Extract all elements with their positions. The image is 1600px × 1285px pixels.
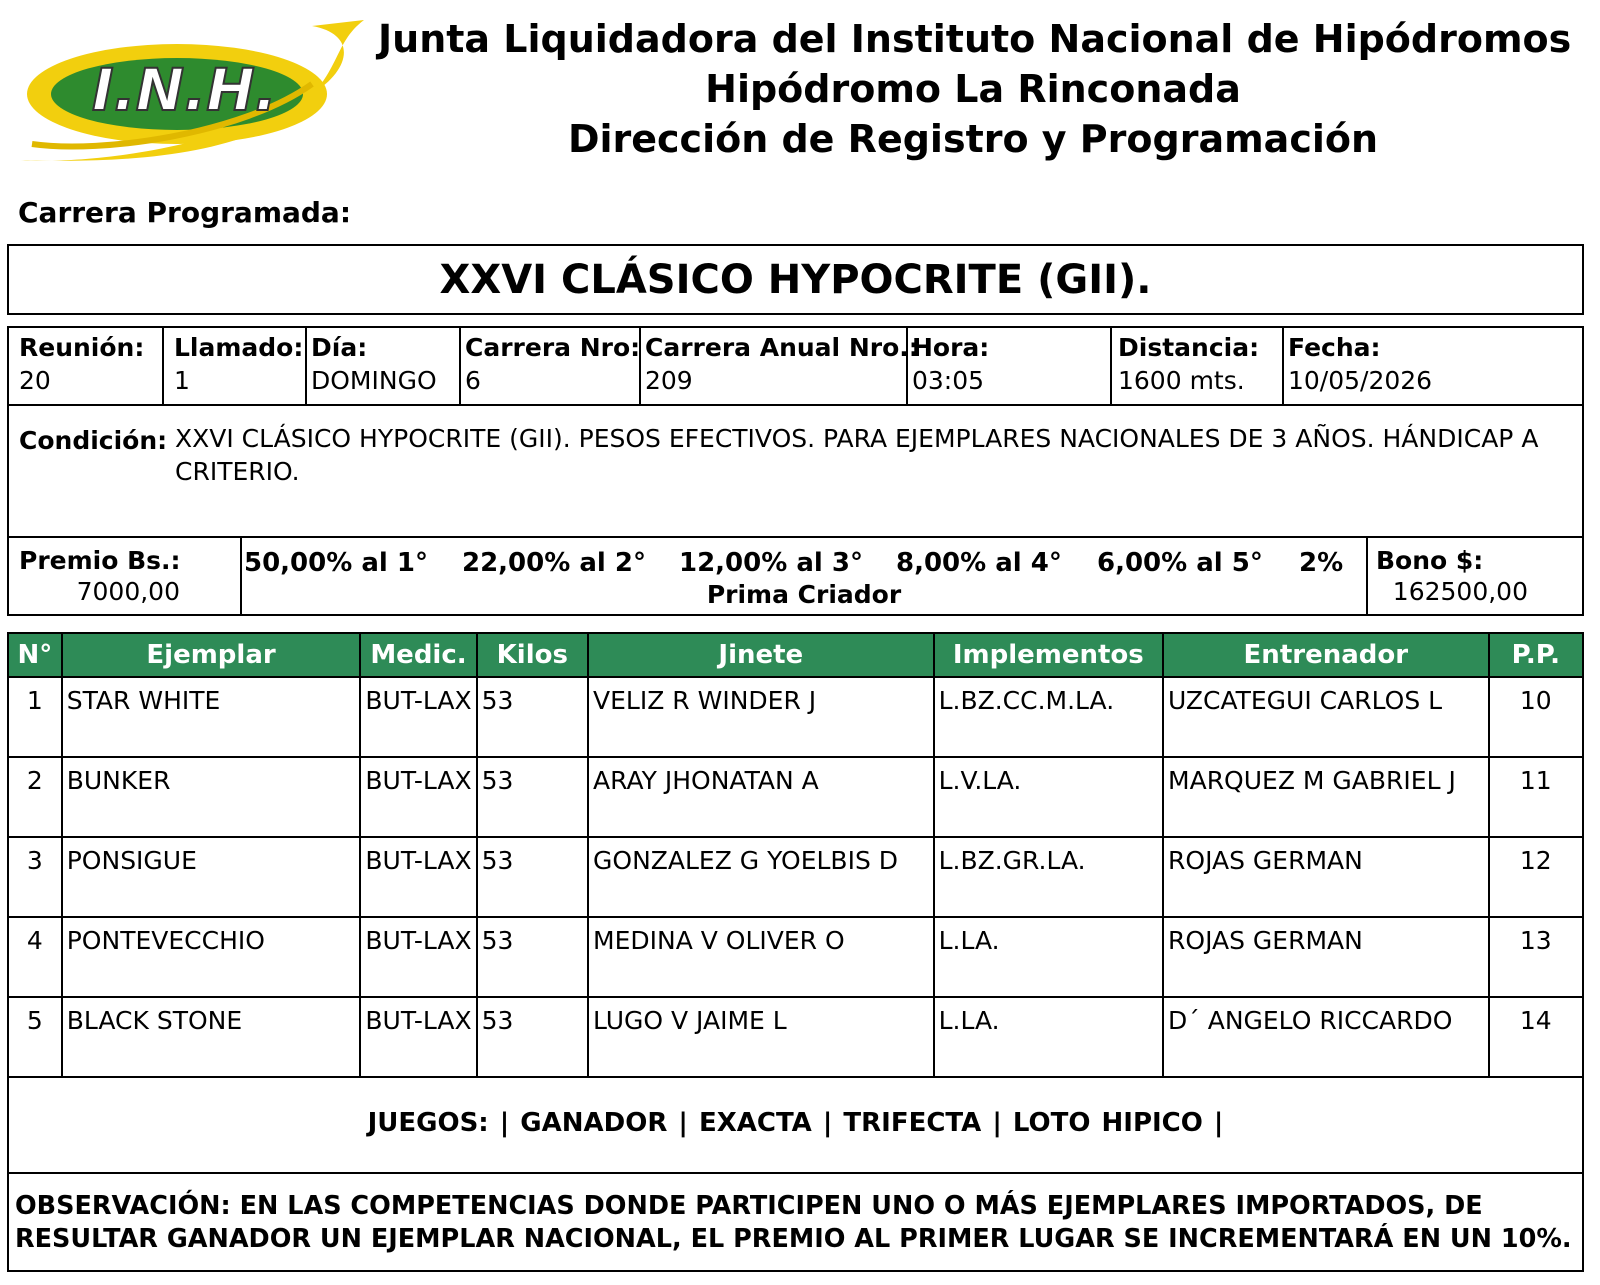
bono-value: 162500,00 [1392, 577, 1528, 606]
cell-ejemplar: BUNKER [62, 757, 361, 837]
info-value: 6 [465, 366, 481, 395]
condition-box [7, 404, 1584, 538]
header-implementos: Implementos [934, 633, 1163, 677]
prima-criador-label: Prima Criador [706, 580, 902, 609]
cell-pp: 11 [1489, 757, 1583, 837]
cell-implementos: L.LA. [934, 997, 1163, 1077]
info-distancia [1112, 328, 1284, 404]
cell-num: 1 [8, 677, 62, 757]
header-jinete: Jinete [588, 633, 934, 677]
race-title: XXVI CLÁSICO HYPOCRITE (GII). [7, 244, 1584, 315]
info-carrera-anual [641, 328, 919, 404]
cell-ejemplar: STAR WHITE [62, 677, 361, 757]
cell-jinete: MEDINA V OLIVER O [588, 917, 934, 997]
cell-pp: 12 [1489, 837, 1583, 917]
cell-num: 4 [8, 917, 62, 997]
cell-pp: 10 [1489, 677, 1583, 757]
condition-label: Condición: [19, 426, 168, 455]
cell-entrenador: UZCATEGUI CARLOS L [1163, 677, 1489, 757]
info-label: Carrera Nro: [465, 333, 641, 362]
prize-pct-3: 12,00% al 3° [679, 548, 863, 578]
header-pp: P.P. [1489, 633, 1583, 677]
info-value: 1 [174, 366, 190, 395]
cell-implementos: L.LA. [934, 917, 1163, 997]
info-llamado [164, 328, 307, 404]
cell-kilos: 53 [477, 997, 588, 1077]
cell-medic: BUT-LAX [360, 677, 476, 757]
premio-value: 7000,00 [76, 577, 180, 606]
prize-pct-4: 8,00% al 4° [896, 548, 1062, 578]
info-value: 10/05/2026 [1288, 366, 1433, 395]
premio-cell [9, 538, 242, 614]
bono-label: Bono $: [1376, 546, 1484, 575]
cell-ejemplar: PONSIGUE [62, 837, 361, 917]
cell-entrenador: ROJAS GERMAN [1163, 917, 1489, 997]
table-header-row [8, 633, 1583, 677]
inh-logo [12, 14, 372, 166]
info-label: Día: [311, 333, 368, 362]
info-label: Reunión: [19, 333, 145, 362]
cell-jinete: GONZALEZ G YOELBIS D [588, 837, 934, 917]
info-label: Fecha: [1288, 333, 1381, 362]
cell-kilos: 53 [477, 677, 588, 757]
race-info-row [7, 326, 1584, 406]
info-carrera-nro [461, 328, 641, 404]
info-label: Llamado: [174, 333, 304, 362]
cell-entrenador: D´ ANGELO RICCARDO [1163, 997, 1489, 1077]
cell-num: 5 [8, 997, 62, 1077]
cell-medic: BUT-LAX [360, 997, 476, 1077]
cell-ejemplar: PONTEVECCHIO [62, 917, 361, 997]
header-ejemplar: Ejemplar [62, 633, 361, 677]
table-row [8, 677, 1583, 757]
cell-pp: 13 [1489, 917, 1583, 997]
cell-jinete: LUGO V JAIME L [588, 997, 934, 1077]
observacion-text: OBSERVACIÓN: EN LAS COMPETENCIAS DONDE PARTICIPEN UNO O MÁS EJEMPLARES IMPORTADOS, DE RESULTAR GANADOR UN EJEMPLAR NACIONAL, EL PREMIO AL PRIMER LUGAR SE INCREMENTARÁ EN UN 10%. [7, 1172, 1584, 1272]
info-value: 1600 mts. [1118, 366, 1245, 395]
juegos-row: JUEGOS: | GANADOR | EXACTA | TRIFECTA | LOTO HIPICO | [7, 1074, 1584, 1174]
info-dia [307, 328, 461, 404]
info-label: Hora: [912, 333, 990, 362]
premio-label: Premio Bs.: [19, 546, 181, 575]
table-row [8, 837, 1583, 917]
prize-pct-1: 50,00% al 1° [244, 548, 428, 578]
info-fecha [1284, 328, 1582, 404]
info-value: 209 [645, 366, 693, 395]
header-titles [378, 14, 1572, 164]
bono-cell [1368, 538, 1582, 614]
cell-implementos: L.V.LA. [934, 757, 1163, 837]
cell-medic: BUT-LAX [360, 757, 476, 837]
table-row [8, 997, 1583, 1077]
cell-implementos: L.BZ.CC.M.LA. [934, 677, 1163, 757]
prize-row [7, 536, 1584, 616]
info-value: 03:05 [912, 366, 985, 395]
header-entrenador: Entrenador [1163, 633, 1489, 677]
cell-medic: BUT-LAX [360, 837, 476, 917]
cell-entrenador: ROJAS GERMAN [1163, 837, 1489, 917]
info-label: Carrera Anual Nro.: [645, 333, 919, 362]
condition-text: XXVI CLÁSICO HYPOCRITE (GII). PESOS EFECTIVOS. PARA EJEMPLARES NACIONALES DE 3 AÑOS. HÁNDICAP A CRITERIO. [175, 424, 1539, 486]
prize-distribution [242, 538, 1368, 614]
entries-table [7, 632, 1584, 1078]
table-row [8, 757, 1583, 837]
logo-text: I.N.H. [92, 56, 277, 124]
info-reunion [9, 328, 164, 404]
cell-kilos: 53 [477, 757, 588, 837]
cell-num: 3 [8, 837, 62, 917]
prize-pct-2: 22,00% al 2° [462, 548, 646, 578]
info-value: 20 [19, 366, 51, 395]
cell-medic: BUT-LAX [360, 917, 476, 997]
info-value: DOMINGO [311, 366, 437, 395]
cell-jinete: ARAY JHONATAN A [588, 757, 934, 837]
header-num: N° [8, 633, 62, 677]
title-line-2: Hipódromo La Rinconada [705, 67, 1241, 111]
info-label: Distancia: [1118, 333, 1260, 362]
cell-jinete: VELIZ R WINDER J [588, 677, 934, 757]
section-label: Carrera Programada: [18, 196, 352, 229]
cell-kilos: 53 [477, 917, 588, 997]
title-line-1: Junta Liquidadora del Instituto Nacional de Hipódromos [378, 17, 1572, 61]
cell-ejemplar: BLACK STONE [62, 997, 361, 1077]
prize-pct-5: 6,00% al 5° [1097, 548, 1263, 578]
prize-pct-prima: 2% [1299, 548, 1344, 578]
cell-entrenador: MARQUEZ M GABRIEL J [1163, 757, 1489, 837]
header-kilos: Kilos [477, 633, 588, 677]
title-line-3: Dirección de Registro y Programación [567, 117, 1379, 161]
cell-num: 2 [8, 757, 62, 837]
cell-pp: 14 [1489, 997, 1583, 1077]
info-hora [908, 328, 1112, 404]
header-medic: Medic. [360, 633, 476, 677]
cell-kilos: 53 [477, 837, 588, 917]
table-row [8, 917, 1583, 997]
cell-implementos: L.BZ.GR.LA. [934, 837, 1163, 917]
